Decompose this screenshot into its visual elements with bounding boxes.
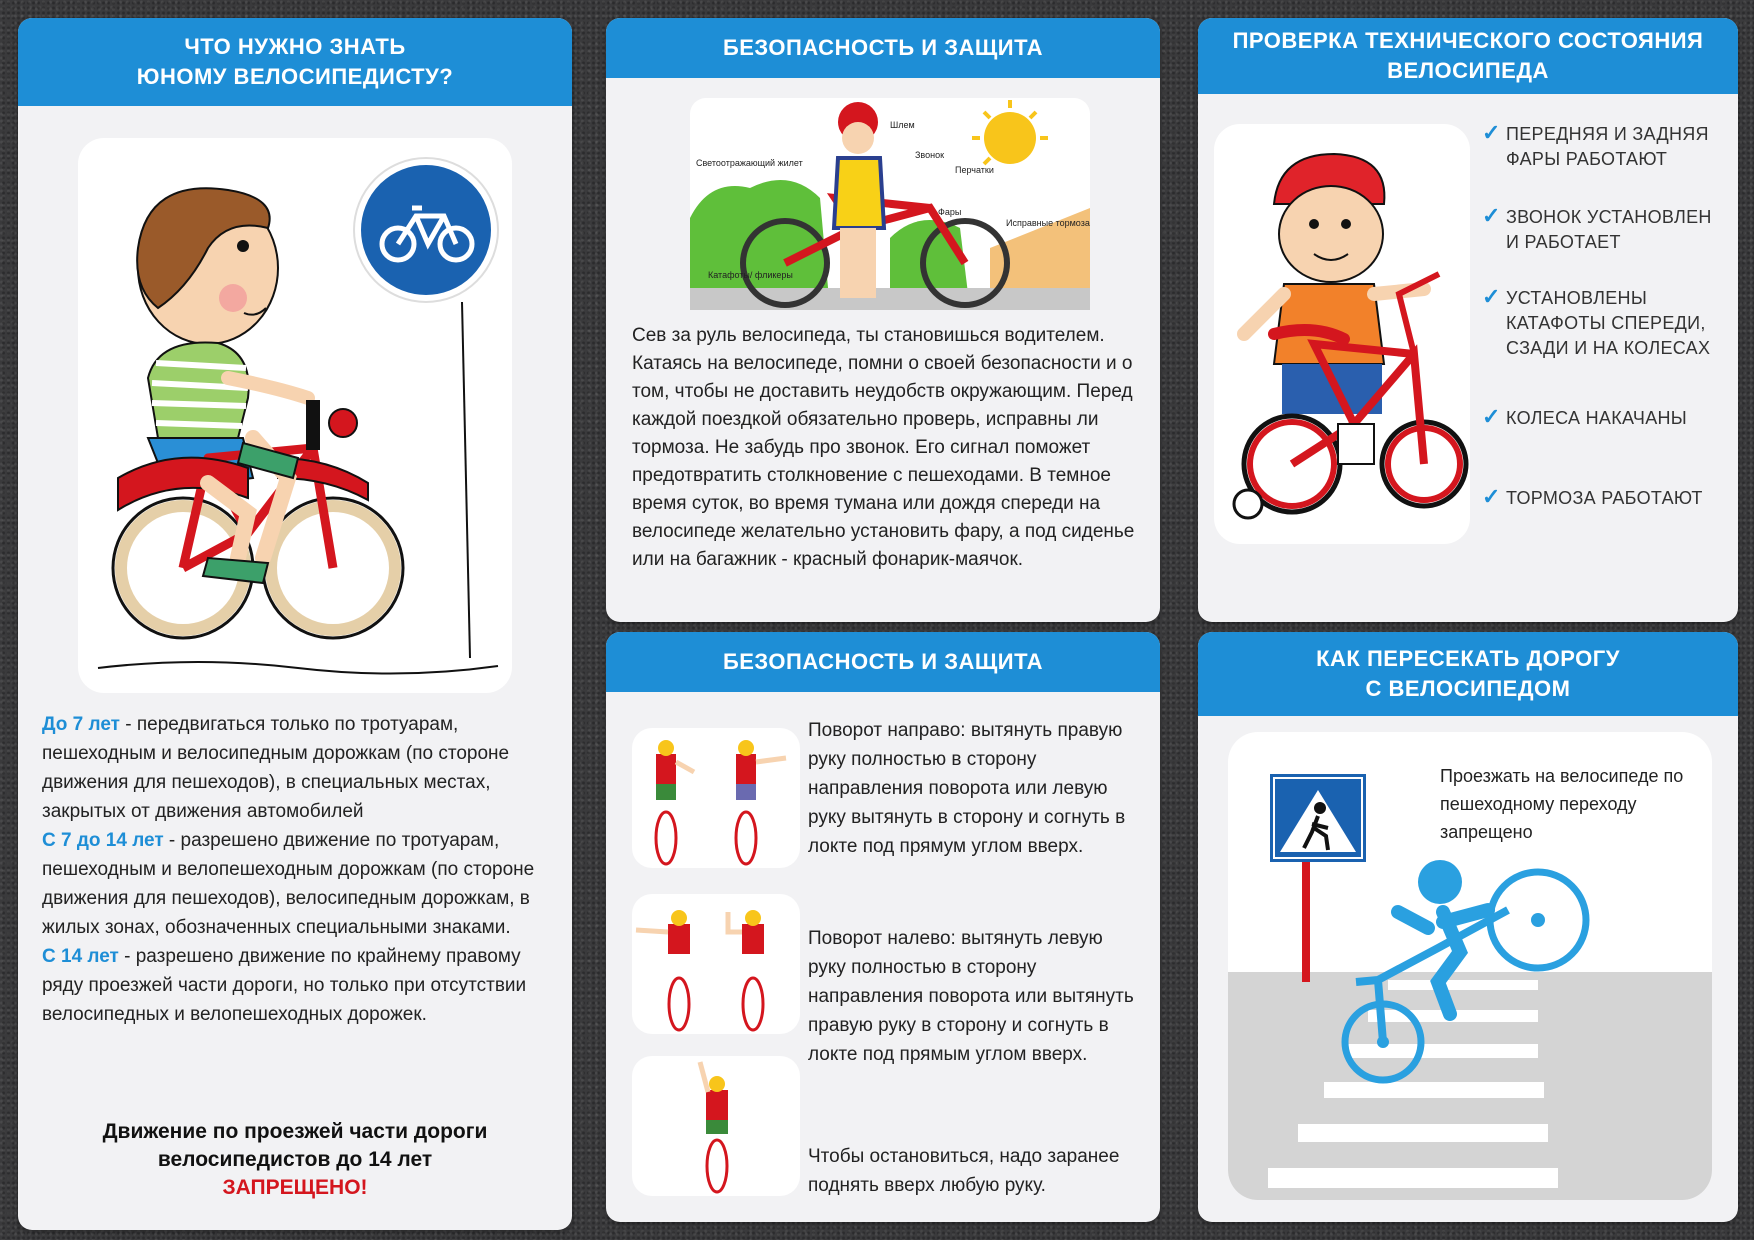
warning-prohibited: ЗАПРЕЩЕНО! xyxy=(222,1176,368,1199)
road-prohibition-warning xyxy=(18,1118,572,1202)
safety-gear-illustration xyxy=(690,98,1090,310)
label-vest: Светоотражающий жилет xyxy=(696,158,803,168)
label-bell: Звонок xyxy=(915,150,945,160)
check-item-label: КОЛЕСА НАКАЧАНЫ xyxy=(1506,408,1688,428)
warning-line: велосипедистов до 14 лет xyxy=(157,1148,433,1171)
panel-hand-signals-header xyxy=(606,632,1160,692)
right-turn-signal-text: Поворот направо: вытянуть правую руку полностью в сторону направления поворота или левую руку вытянуть в сторону и согнуть в локте под прямум углом вверх. xyxy=(808,720,1126,857)
right-turn-cyclists-illustration xyxy=(632,728,800,868)
boy-with-helmet-bicycle-illustration xyxy=(1214,124,1470,544)
rule-age-label: С 7 до 14 лет xyxy=(42,830,164,851)
label-gloves: Перчатки xyxy=(955,165,994,175)
boy-on-bicycle-illustration xyxy=(78,138,512,693)
label-brakes: Исправные тормоза xyxy=(1006,218,1090,228)
left-turn-signal-card xyxy=(632,894,800,1034)
stop-signal-cyclist-illustration xyxy=(632,1056,800,1196)
panel-title: ЧТО НУЖНО ЗНАТЬ xyxy=(184,34,406,59)
panel-crossing-road xyxy=(1198,632,1738,1222)
age-rules-text xyxy=(42,710,556,1029)
right-turn-signal-card xyxy=(632,728,800,868)
label-reflectors: Катафоты/ фликеры xyxy=(708,270,793,280)
checkmark-icon: ✓ xyxy=(1482,284,1501,309)
rule-7-to-14 xyxy=(42,826,556,942)
panel-title: С ВЕЛОСИПЕДОМ xyxy=(1365,676,1571,701)
rule-age-label: С 14 лет xyxy=(42,946,119,967)
panel-safety-header xyxy=(606,18,1160,78)
panel-tech-check-header xyxy=(1198,18,1738,94)
rule-text: - разрешено движение по крайнему правому ряду проезжей части дороги, но только при отсутствии велосипедных и велопешеходных дорожек. xyxy=(42,946,527,1025)
rule-text: - разрешено движение по тротуарам, пешеходным и велопешеходным дорожкам (по стороне движения для пешеходов), велосипедным дорожкам, в жилых зонах, обозначенных специальными знаками. xyxy=(42,830,535,938)
check-item-label: УСТАНОВЛЕНЫ КАТАФОТЫ СПЕРЕДИ, СЗАДИ И НА КОЛЕСАХ xyxy=(1506,288,1711,358)
crossing-illustration-card xyxy=(1228,732,1712,1200)
panel-title: ПРОВЕРКА ТЕХНИЧЕСКОГО СОСТОЯНИЯ xyxy=(1232,28,1704,53)
check-item-brakes xyxy=(1482,486,1722,511)
panel-hand-signals xyxy=(606,632,1160,1222)
stop-signal-text: Чтобы остановиться, надо заранее поднять вверх любую руку. xyxy=(808,1146,1120,1196)
checkmark-icon: ✓ xyxy=(1482,120,1501,145)
boy-cyclist-illustration-card xyxy=(78,138,512,693)
rule-text: - передвигаться только по тротуарам, пешеходным и велосипедным дорожкам (по стороне движения для пешеходов), в специальных местах, закрытых от движения автомобилей xyxy=(42,714,510,822)
label-lights: Фары xyxy=(938,207,962,217)
rule-14-plus xyxy=(42,942,556,1029)
check-item-label: ТОРМОЗА РАБОТАЮТ xyxy=(1506,488,1703,508)
panel-safety-protection xyxy=(606,18,1160,622)
checkmark-icon: ✓ xyxy=(1482,404,1501,429)
panel-title: ВЕЛОСИПЕДА xyxy=(1387,58,1549,83)
panel-title: БЕЗОПАСНОСТЬ И ЗАЩИТА xyxy=(722,35,1044,60)
helmet-boy-illustration-card xyxy=(1214,124,1470,544)
checkmark-icon: ✓ xyxy=(1482,203,1501,228)
panel-young-cyclist xyxy=(18,18,572,1230)
check-item-reflectors xyxy=(1482,286,1722,361)
panel-title: БЕЗОПАСНОСТЬ И ЗАЩИТА xyxy=(722,649,1044,674)
check-item-label: ЗВОНОК УСТАНОВЛЕН И РАБОТАЕТ xyxy=(1506,207,1712,252)
panel-title: КАК ПЕРЕСЕКАТЬ ДОРОГУ xyxy=(1316,646,1620,671)
check-item-lights xyxy=(1482,122,1722,172)
crossing-body-text: Проезжать на велосипеде по пешеходному переходу запрещено xyxy=(1440,766,1684,842)
warning-line: Движение по проезжей части дороги xyxy=(102,1120,488,1143)
panel-young-cyclist-header xyxy=(18,18,572,106)
checkmark-icon: ✓ xyxy=(1482,484,1501,509)
rule-age-label: До 7 лет xyxy=(42,714,120,735)
panel-title: ЮНОМУ ВЕЛОСИПЕДИСТУ? xyxy=(136,64,454,89)
stop-signal-card xyxy=(632,1056,800,1196)
check-item-bell xyxy=(1482,205,1722,255)
rule-under-7 xyxy=(42,710,556,826)
left-turn-signal-text: Поворот налево: вытянуть левую руку полностью в сторону направления поворота или вытянуть правую руку в сторону и согнуть в локте под прямым углом вверх. xyxy=(808,928,1134,1065)
safety-body-text: Сев за руль велосипеда, ты становишься водителем. Катаясь на велосипеде, помни о своей безопасности и о том, чтобы не доставить неудобств окружающим. Перед каждой поездкой обязательно проверь, исправны ли тормоза. Не забудь про звонок. Его сигнал поможет предотвратить столкновение с пешеходами. В темное время суток, во время тумана или дождя спереди на велосипеде желательно установить фару, а под сиденье или на багажник - красный фонарик-маячок. xyxy=(632,325,1135,570)
label-helmet: Шлем xyxy=(890,120,915,130)
panel-crossing-header xyxy=(1198,632,1738,716)
check-item-tires xyxy=(1482,406,1722,431)
check-item-label: ПЕРЕДНЯЯ И ЗАДНЯЯ ФАРЫ РАБОТАЮТ xyxy=(1506,124,1709,169)
left-turn-cyclists-illustration xyxy=(632,894,800,1034)
